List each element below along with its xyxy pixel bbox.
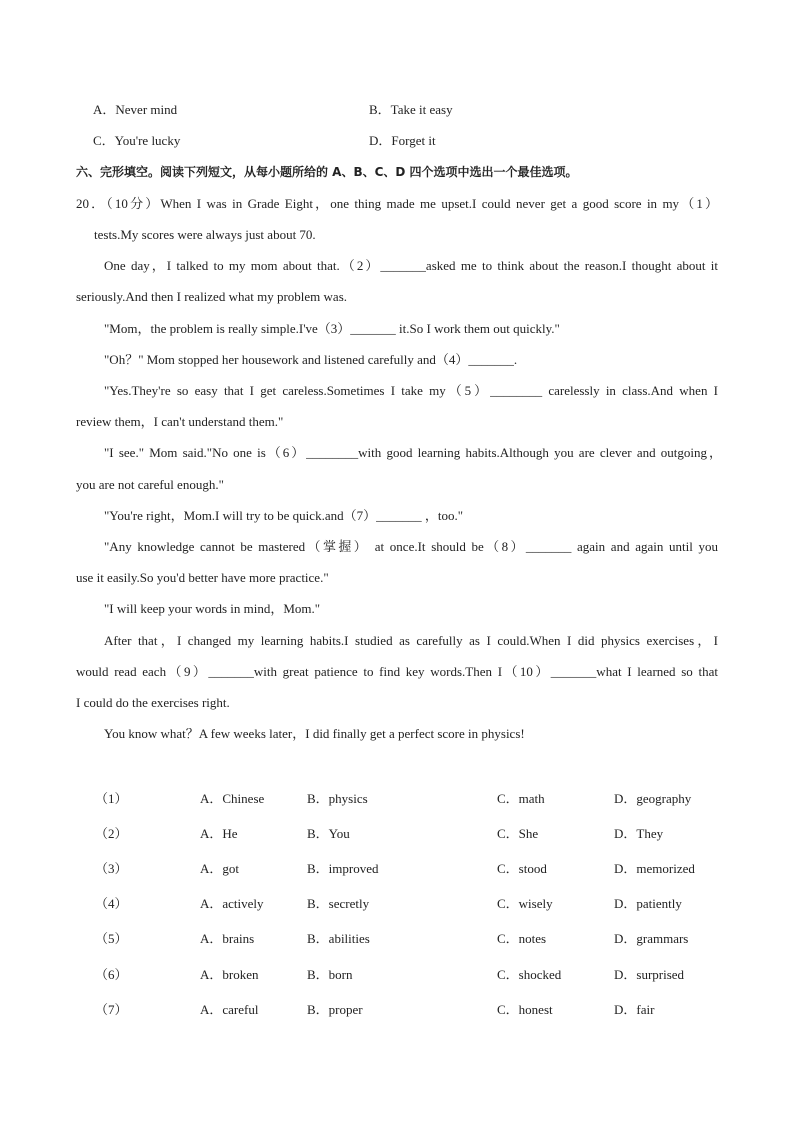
option-a: A．actively [200, 896, 264, 911]
passage-line-7: "Yes.They're so easy that I get careless.Sometimes I take my（5）________ carelessly in class.And when I [104, 383, 718, 398]
option-c: C．wisely [497, 896, 553, 911]
passage-line-15: After that，I changed my learning habits.I studied as carefully as I could.When I did physics exercises，I [104, 633, 718, 648]
option-c: C．honest [497, 1002, 553, 1017]
passage-line-2: tests.My scores were always just about 70. [94, 227, 316, 242]
passage-line-6: "Oh？" Mom stopped her housework and listened carefully and（4）_______. [104, 352, 518, 367]
option-b: B．proper [307, 1002, 363, 1017]
section-header: 六、完形填空。阅读下列短文，从每小题所给的 A、B、C、D 四个选项中选出一个最佳选项。 [76, 165, 578, 179]
option-b: B．physics [307, 791, 368, 806]
question-number: （3） [95, 861, 128, 876]
prev-option-d: D．Forget it [369, 133, 436, 148]
option-a: A．Chinese [200, 791, 265, 806]
passage-line-10: you are not careful enough." [76, 477, 224, 492]
option-d: D．grammars [614, 931, 689, 946]
option-b: B．secretly [307, 896, 370, 911]
passage-line-13: use it easily.So you'd better have more practice." [76, 570, 329, 585]
option-b: B．born [307, 967, 353, 982]
passage-line-16: would read each（9）_______with great patience to find key words.Then I（10）_______what I learned so that [76, 664, 718, 679]
option-c: C．math [497, 791, 545, 806]
passage-line-1: 20．（10分）When I was in Grade Eight，one thing made me upset.I could never get a good score in my（1） [76, 196, 718, 211]
option-d: D．geography [614, 791, 692, 806]
prev-option-b: B．Take it easy [369, 102, 453, 117]
question-number: （4） [95, 896, 128, 911]
option-c: C．She [497, 826, 539, 841]
option-a: A．got [200, 861, 240, 876]
option-c: C．stood [497, 861, 547, 876]
passage-line-11: "You're right，Mom.I will try to be quick.and（7）_______ ，too." [104, 508, 464, 523]
option-a: A．broken [200, 967, 259, 982]
option-c: C．shocked [497, 967, 562, 982]
passage-line-14: "I will keep your words in mind，Mom." [104, 601, 321, 616]
option-b: B．abilities [307, 931, 370, 946]
option-d: D．They [614, 826, 664, 841]
question-number: （7） [95, 1002, 128, 1017]
option-c: C．notes [497, 931, 547, 946]
passage-line-9: "I see." Mom said."No one is（6）________with good learning habits.Although you are clever and outgoing， [104, 445, 722, 460]
passage-line-3: One day，I talked to my mom about that.（2）_______asked me to think about the reason.I thought about it [104, 258, 718, 273]
option-d: D．memorized [614, 861, 695, 876]
question-number: （5） [95, 931, 128, 946]
option-a: A．brains [200, 931, 255, 946]
passage-line-8: review them，I can't understand them." [76, 414, 284, 429]
question-number: （2） [95, 826, 128, 841]
option-a: A．careful [200, 1002, 259, 1017]
passage-line-17: I could do the exercises right. [76, 695, 230, 710]
option-d: D．surprised [614, 967, 685, 982]
prev-option-c: C．You're lucky [93, 133, 181, 148]
question-number: （1） [95, 791, 128, 806]
option-b: B．You [307, 826, 350, 841]
question-number: （6） [95, 967, 128, 982]
prev-option-a: A．Never mind [93, 102, 178, 117]
option-b: B．improved [307, 861, 379, 876]
passage-line-18: You know what？A few weeks later，I did finally get a perfect score in physics! [104, 726, 525, 741]
passage-line-12: "Any knowledge cannot be mastered（掌握） at once.It should be（8）_______ again and again until you [104, 539, 718, 554]
passage-line-4: seriously.And then I realized what my problem was. [76, 289, 348, 304]
passage-line-5: "Mom，the problem is really simple.I've（3）_______ it.So I work them out quickly." [104, 321, 560, 336]
option-d: D．patiently [614, 896, 682, 911]
option-a: A．He [200, 826, 238, 841]
option-d: D．fair [614, 1002, 655, 1017]
